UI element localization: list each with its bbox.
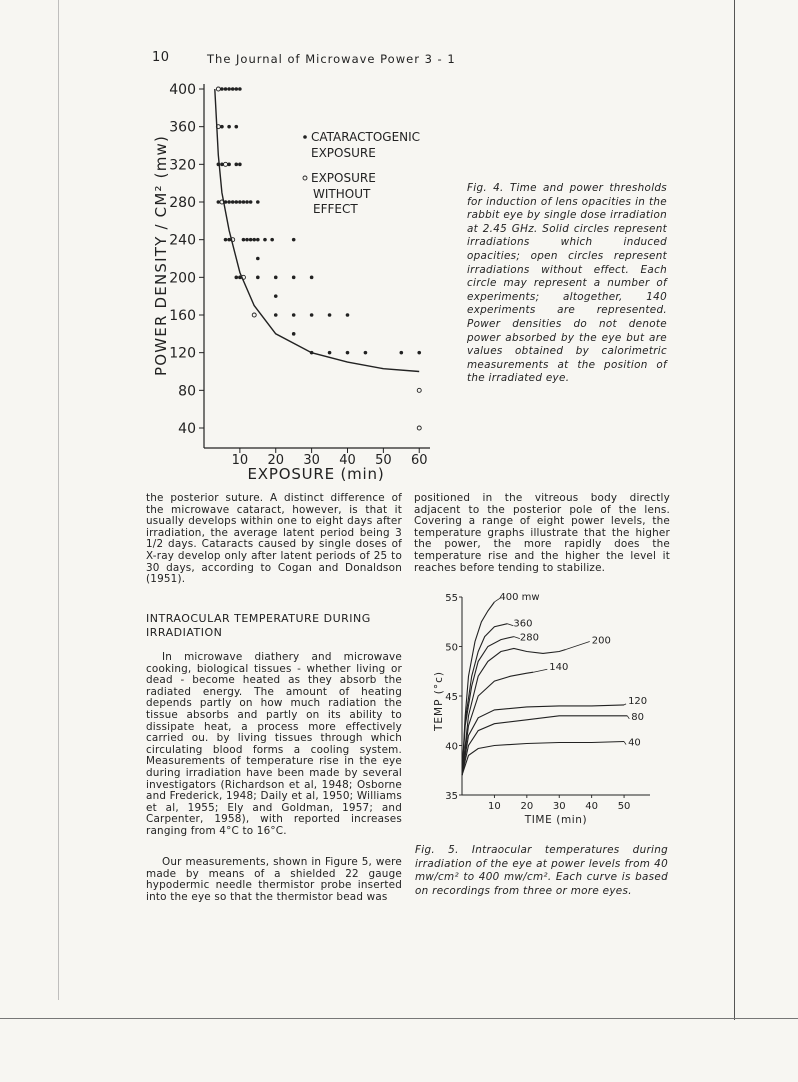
fig4-point-cataractogenic (224, 238, 228, 242)
fig4-y-tick-label: 360 (169, 119, 196, 136)
legend-solid-line1: CATARACTOGENIC (311, 130, 421, 144)
fig4-point-cataractogenic (231, 87, 235, 91)
legend-solid-line2: EXPOSURE (311, 146, 376, 160)
fig4-legend (303, 130, 420, 216)
fig4-point-cataractogenic (252, 238, 256, 242)
fig4-point-cataractogenic (328, 351, 332, 355)
fig4-point-cataractogenic (400, 351, 404, 355)
fig4-point-cataractogenic (249, 200, 253, 204)
fig4-y-tick-label: 120 (169, 345, 196, 362)
fig5-series-label: 80 (631, 711, 645, 723)
legend-open-marker (303, 176, 307, 180)
fig4-y-tick-label: 200 (169, 270, 196, 287)
fig4-point-cataractogenic (238, 200, 242, 204)
page-number: 10 (152, 50, 170, 65)
fig4-point-cataractogenic (274, 276, 278, 280)
fig4-point-cataractogenic (256, 200, 260, 204)
fig4-point-cataractogenic (256, 238, 260, 242)
fig5-series-label: 360 (513, 618, 533, 630)
fig4-point-cataractogenic (310, 313, 314, 317)
fig4-point-cataractogenic (328, 313, 332, 317)
right-paragraph-1: positioned in the vitreous body directly adjacent to the posterior pole of the lens. Covering a range of eight power levels, the temperature graphs illustrate that the higher the power, the more rapidly does the temperature rise and the higher the level it reaches before tending to stabilize. (414, 492, 670, 574)
legend-open-line3: EFFECT (313, 202, 358, 216)
fig4-point-no-effect (417, 426, 421, 430)
fig4-point-cataractogenic (242, 200, 246, 204)
fig4-point-cataractogenic (227, 125, 231, 129)
fig4-point-cataractogenic (227, 200, 231, 204)
fig5-y-tick-label: 35 (445, 791, 458, 802)
fig4-x-tick-label: 50 (375, 453, 392, 468)
fig5-x-tick-label: 20 (520, 801, 534, 812)
fig4-x-tick-label: 30 (303, 453, 320, 468)
fig5-series-label: 280 (519, 632, 539, 644)
fig5-y-tick-label: 55 (445, 593, 458, 604)
fig4-point-cataractogenic (238, 87, 242, 91)
figure-4-caption: Fig. 4. Time and power thresholds for induction of lens opacities in the rabbit eye by single dose irradiation at 2.45 GHz. Solid circles represent irradiations which induced opacities; open circles represent irradiations without effect. Each circle may represent a number of experiments; altogether, 140 experiments are represented. Power densities do not denote power absorbed by the eye but are values obtained by calorimetric measurements at the position of the irradiated eye. (467, 182, 667, 385)
fig4-x-tick-label: 20 (267, 453, 285, 468)
fig5-x-tick-label: 50 (617, 801, 631, 812)
left-paragraph-2: In microwave diathery and microwave cooking, biological tissues - whether living or dead - become heated as they absorb the radiated energy. The amount of heating depends partly on how much radiation the tissue absorbs and partly on its ability to dissipate heat, a process more effectively carried ou. by living tissues through which circulating blood forms a cooling system. Measurements of temperature rise in the eye during irradiation have been made by several investigators (Richardson et al, 1948; Osborne and Frederick, 1948; Daily et al, 1950; Williams et al, 1955; Ely and Goldman, 1957; and Carpenter, 1958), with reported increases ranging from 4°C to 16°C. (146, 651, 402, 837)
fig4-y-tick-label: 240 (169, 232, 196, 249)
fig4-point-cataractogenic (249, 238, 253, 242)
fig4-y-tick-label: 40 (178, 421, 196, 437)
fig5-curve (462, 602, 494, 775)
fig5-series-label: 400 mw (499, 591, 540, 603)
fig4-point-cataractogenic (292, 332, 296, 336)
fig5-y-tick-label: 45 (445, 692, 458, 703)
fig4-point-cataractogenic (310, 276, 314, 280)
fig5-x-tick-label: 40 (585, 801, 599, 812)
fig4-point-cataractogenic (224, 87, 228, 91)
fig4-point-cataractogenic (245, 238, 249, 242)
left-paragraph-3: Our measurements, shown in Figure 5, were made by means of a shielded 22 gauge hypodermic needle thermistor probe inserted into the eye so that the thermistor bead was (146, 856, 402, 903)
fig5-label-leader (566, 641, 590, 649)
fig4-point-no-effect (224, 162, 228, 166)
fig5-ylabel: TEMP (°c) (433, 671, 445, 731)
fig4-point-no-effect (252, 313, 256, 317)
fig5-series-label: 140 (549, 662, 569, 674)
fig4-ylabel: POWER DENSITY / CM² (mw) (152, 134, 170, 376)
fig4-y-tick-label: 80 (178, 383, 196, 400)
fig4-point-cataractogenic (238, 163, 242, 167)
fig4-point-cataractogenic (234, 163, 238, 167)
fig4-point-cataractogenic (292, 313, 296, 317)
fig5-label-leader (624, 742, 626, 745)
fig5-xlabel: TIME (min) (524, 814, 588, 826)
fig4-point-cataractogenic (292, 276, 296, 280)
fig4-point-cataractogenic (227, 87, 231, 91)
fig5-curve (462, 624, 507, 776)
fig4-x-tick-label: 60 (410, 453, 428, 468)
fig4-y-tick-label: 280 (169, 195, 196, 211)
fig4-point-cataractogenic (364, 351, 368, 355)
legend-solid-marker (303, 135, 307, 139)
fig4-point-cataractogenic (256, 257, 260, 261)
fig4-point-cataractogenic (292, 238, 296, 242)
left-paragraph-1: the posterior suture. A distinct difference of the microwave cataract, however, is that it usually develops within one to eight days after irradiation, the average latent period being 3 1/2 days. Cataracts caused by single doses of X-ray develop only after latent periods of 25 to 30 days, according to Cogan and Donaldson (1951). (146, 492, 402, 586)
figure-5-caption: Fig. 5. Intraocular temperatures during irradiation of the eye at power levels from 40 mw/cm² to 400 mw/cm². Each curve is based on recordings from three or more eyes. (415, 844, 668, 897)
fig5-x-tick-label: 10 (488, 801, 501, 812)
fig5-series-label: 200 (591, 635, 611, 647)
fig4-point-cataractogenic (234, 276, 238, 280)
fig5-y-tick-label: 40 (445, 741, 458, 753)
section-heading: INTRAOCULAR TEMPERATURE DURING IRRADIATION (146, 612, 371, 639)
fig4-x-tick-label: 40 (339, 453, 356, 468)
fig4-point-cataractogenic (346, 351, 350, 355)
fig4-xlabel: EXPOSURE (min) (247, 465, 385, 483)
fig5-label-leader (533, 669, 547, 672)
legend-open-line2: WITHOUT (313, 187, 371, 201)
fig4-x-tick-label: 10 (231, 453, 249, 468)
fig4-point-no-effect (216, 87, 220, 91)
fig4-point-cataractogenic (234, 200, 238, 204)
fig4-point-cataractogenic (234, 125, 238, 129)
fig5-label-leader (624, 704, 626, 705)
fig4-point-cataractogenic (256, 276, 260, 280)
fig4-point-no-effect (417, 388, 421, 392)
fig4-y-tick-label: 400 (169, 82, 196, 98)
fig5-series-label: 40 (628, 737, 641, 749)
fig4-point-cataractogenic (274, 294, 278, 298)
fig5-curve (462, 742, 624, 776)
fig4-point-cataractogenic (231, 200, 235, 204)
fig4-point-cataractogenic (270, 238, 274, 242)
fig4-y-tick-label: 320 (169, 157, 196, 174)
fig5-series-label: 120 (628, 695, 648, 707)
fig5-x-tick-label: 30 (552, 801, 566, 812)
fig4-point-cataractogenic (263, 238, 267, 242)
fig4-point-cataractogenic (346, 313, 350, 317)
fig4-point-cataractogenic (274, 313, 278, 317)
fig5-label-leader (627, 716, 629, 719)
fig4-y-tick-label: 160 (169, 308, 196, 324)
legend-open-line1: EXPOSURE (311, 171, 376, 185)
fig4-point-cataractogenic (242, 238, 246, 242)
fig5-y-tick-label: 50 (445, 642, 458, 654)
fig4-point-cataractogenic (245, 200, 249, 204)
fig4-point-cataractogenic (417, 351, 421, 355)
journal-title: The Journal of Microwave Power 3 - 1 (207, 52, 456, 66)
fig4-point-cataractogenic (234, 87, 238, 91)
fig5-curve (462, 716, 627, 775)
